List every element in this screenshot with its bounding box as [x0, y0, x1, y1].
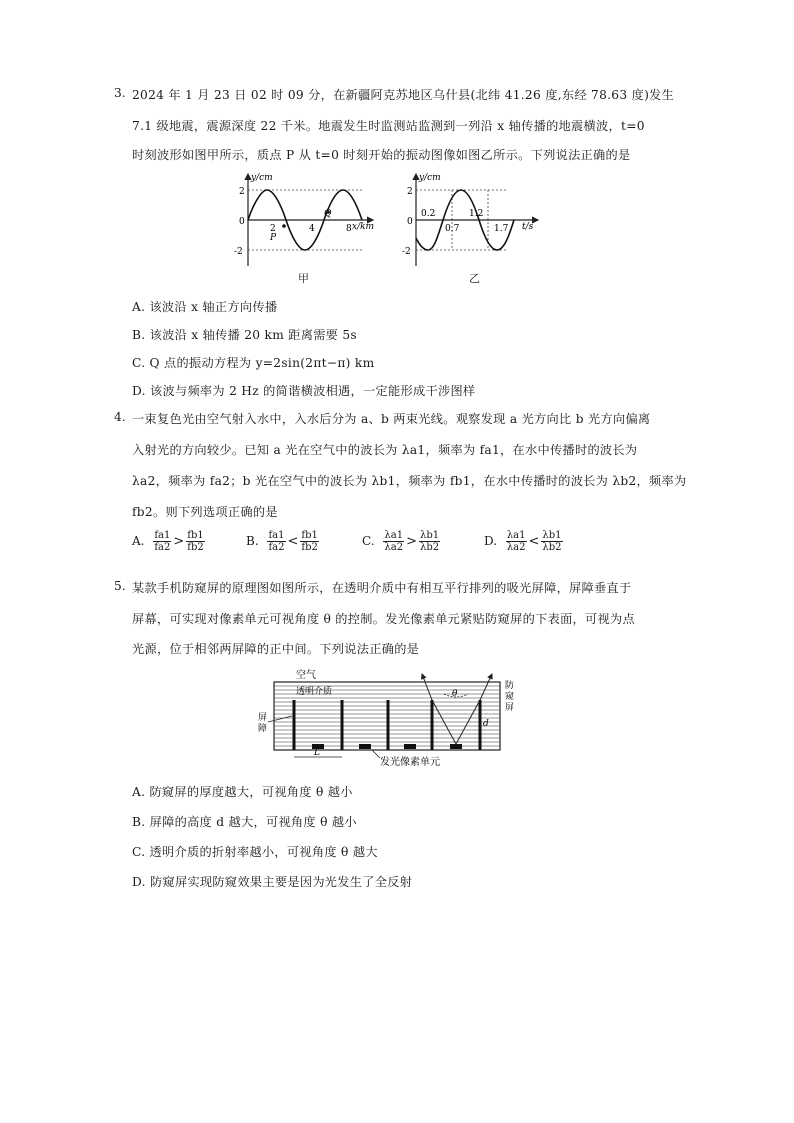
pixel-unit	[404, 744, 416, 749]
svg-text:1.7: 1.7	[494, 224, 509, 234]
q5-stem-line-3: 光源，位于相邻两屏障的正中间。下列说法正确的是	[132, 642, 420, 656]
q5-privacy-screen-figure	[252, 664, 532, 768]
q5-option-a: A. 防窥屏的厚度越大，可视角度 θ 越小	[132, 785, 353, 799]
svg-text:0.7: 0.7	[445, 224, 460, 234]
svg-text:0.2: 0.2	[421, 209, 436, 219]
svg-text:d: d	[483, 719, 489, 729]
svg-text:y/cm: y/cm	[419, 173, 441, 183]
q4-option-a: A. $\frac{fa1}{fa2}$ > $\frac{fb1}{fb2}$	[132, 530, 204, 553]
svg-text:发光像素单元: 发光像素单元	[380, 757, 440, 768]
q3-figure-b-vibration-graph	[396, 168, 546, 268]
svg-text:L: L	[314, 748, 320, 758]
pixel-unit	[450, 744, 462, 749]
svg-text:2: 2	[270, 224, 276, 234]
svg-text:1.2: 1.2	[469, 209, 484, 219]
q4-stem-line-2: 入射光的方向较少。已知 a 光在空气中的波长为 λa1，频率为 fa1，在水中传播时的波长为	[132, 443, 638, 457]
svg-text:-2: -2	[402, 247, 411, 257]
pixel-unit	[359, 744, 371, 749]
point-P	[282, 224, 286, 228]
q3-option-a: A. 该波沿 x 轴正方向传播	[132, 300, 278, 314]
svg-text:透明介质: 透明介质	[296, 687, 333, 697]
q5-option-c: C. 透明介质的折射率越小，可视角度 θ 越大	[132, 845, 378, 859]
svg-text:0: 0	[407, 217, 413, 227]
barrier-label: 屏障	[258, 713, 268, 734]
svg-text:0: 0	[239, 217, 245, 227]
q4-stem-line-1: 一束复色光由空气射入水中，入水后分为 a、b 两束光线。观察发现 a 光方向比 b 光方向偏离	[132, 412, 651, 426]
q4-number: 4.	[114, 410, 126, 424]
q4-stem-line-3: λa2，频率为 fa2；b 光在空气中的波长为 λb1，频率为 fb1，在水中传播时的波长为 λb2，频率为	[132, 474, 687, 488]
svg-text:x/km: x/km	[352, 222, 375, 232]
svg-text:空气: 空气	[296, 670, 316, 681]
q4-option-d: D. $\frac{\lambda a1}{\lambda a2}$ < $\frac{\lambda b1}{\lambda b2}$	[484, 530, 562, 553]
q5-option-b: B. 屏障的高度 d 越大，可视角度 θ 越小	[132, 815, 357, 829]
svg-text:2: 2	[407, 187, 413, 197]
svg-text:4: 4	[309, 224, 315, 234]
screen-label: 防窥屏	[505, 681, 515, 713]
q3-number: 3.	[114, 86, 126, 100]
q4-option-b: B. $\frac{fa1}{fa2}$ < $\frac{fb1}{fb2}$	[246, 530, 318, 553]
q5-number: 5.	[114, 579, 126, 593]
q3-option-d: D. 该波与频率为 2 Hz 的简谐横波相遇，一定能形成干涉图样	[132, 384, 476, 398]
svg-text:y/cm: y/cm	[251, 173, 273, 183]
q5-stem-line-1: 某款手机防窥屏的原理图如图所示，在透明介质中有相互平行排列的吸光屏障，屏障垂直于	[132, 581, 632, 595]
q3-option-b: B. 该波沿 x 轴传播 20 km 距离需要 5s	[132, 328, 357, 342]
q3-figure-a-wave-graph	[228, 168, 378, 268]
svg-text:2: 2	[239, 187, 245, 197]
q3-figure-b-caption: 乙	[469, 272, 480, 285]
q5-stem-line-2: 屏幕，可实现对像素单元可视角度 θ 的控制。发光像素单元紧贴防窥屏的下表面，可视为点	[132, 612, 635, 626]
svg-text:t/s: t/s	[522, 222, 534, 232]
svg-text:P: P	[270, 233, 277, 243]
q3-stem-line-2: 7.1 级地震，震源深度 22 千米。地震发生时监测站监测到一列沿 x 轴传播的地震横波，t=0	[132, 119, 645, 133]
q4-stem-line-4: fb2。则下列选项正确的是	[132, 505, 278, 519]
svg-text:θ: θ	[452, 689, 458, 699]
q3-stem-line-3: 时刻波形如图甲所示，质点 P 从 t=0 时刻开始的振动图像如图乙所示。下列说法正确的是	[132, 148, 631, 162]
svg-text:8: 8	[346, 224, 352, 234]
svg-text:Q: Q	[324, 209, 332, 219]
q4-option-c: C. $\frac{\lambda a1}{\lambda a2}$ > $\frac{\lambda b1}{\lambda b2}$	[362, 530, 440, 553]
svg-text:-2: -2	[234, 247, 243, 257]
q3-figure-a-caption: 甲	[298, 272, 309, 285]
q5-option-d: D. 防窥屏实现防窥效果主要是因为光发生了全反射	[132, 875, 413, 889]
q3-option-c: C. Q 点的振动方程为 y=2sin(2πt−π) km	[132, 356, 375, 370]
q3-stem-line-1: 2024 年 1 月 23 日 02 时 09 分，在新疆阿克苏地区乌什县(北纬 41.26 度,东经 78.63 度)发生	[132, 88, 675, 102]
